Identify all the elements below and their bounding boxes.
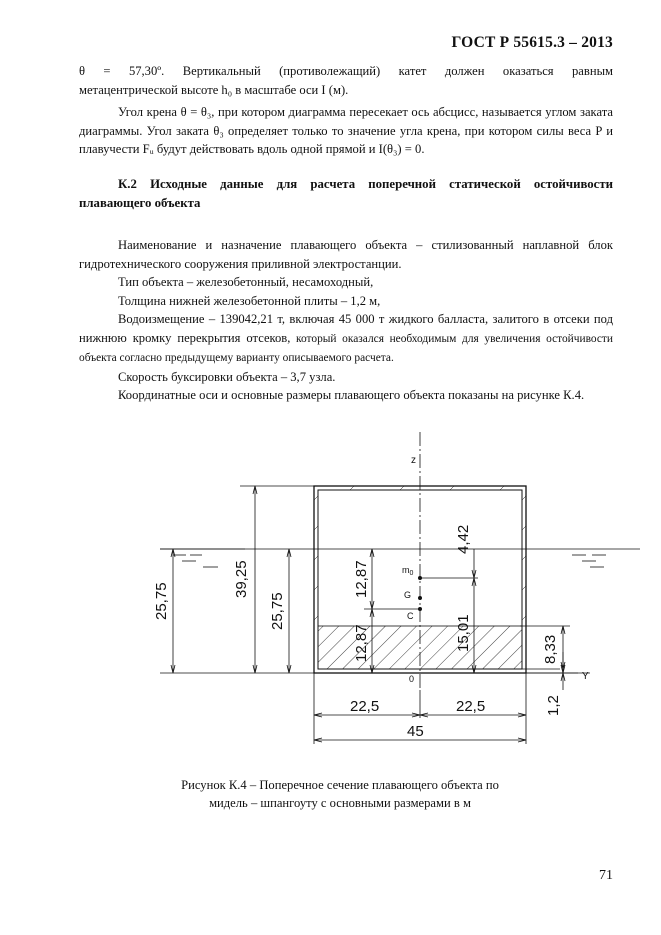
point-c-label: C bbox=[407, 611, 414, 621]
caption-line: мидель – шпангоуту с основными размерами в м bbox=[209, 796, 471, 810]
paragraph-name: Наименование и назначение плавающего объекта – стилизованный наплавной блок гидротехнического сооружения приливной электростанции. bbox=[79, 238, 613, 271]
point-g-marker bbox=[418, 596, 422, 600]
dimension-upper-12-87 bbox=[370, 549, 374, 609]
paragraph-speed: Скорость буксировки объекта – 3,7 узла. bbox=[118, 369, 336, 384]
displacement-text: Водоизмещение – 139042,21 т, включая 45 000 т жидкого балласта, залитого в отсеки под нижнюю кромку перекрытия отсеков, bbox=[79, 312, 613, 345]
dim-half-left-label: 22,5 bbox=[350, 698, 380, 715]
document-header: ГОСТ Р 55615.3 – 2013 bbox=[451, 34, 613, 51]
dim-4-42-label: 4,42 bbox=[455, 524, 472, 554]
water-surface-marks-left bbox=[173, 555, 218, 567]
point-m-label bbox=[402, 565, 414, 577]
paragraph-thickness: Толщина нижней железобетонной плиты – 1,2 м, bbox=[118, 293, 381, 308]
dimension-inner-draft bbox=[287, 549, 291, 673]
dim-lower-12-87-label: 12,87 bbox=[353, 624, 370, 662]
dimension-4-42 bbox=[472, 549, 476, 578]
origin-label: 0 bbox=[409, 674, 415, 684]
paragraph-type: Тип объекта – железобетонный, несамоходный, bbox=[118, 275, 374, 289]
section-heading: К.2 Исходные данные для расчета поперечной статической остойчивости плавающего объекта bbox=[79, 177, 613, 210]
liquid-ballast-area bbox=[318, 626, 522, 669]
paragraph-line: θ = 57,30º. Вертикальный (противолежащий) катет должен оказаться равным bbox=[79, 64, 613, 78]
point-g-label: G bbox=[404, 590, 412, 600]
dim-total-width-label: 45 bbox=[407, 723, 424, 740]
axis-y-label: Y bbox=[582, 671, 589, 682]
point-m-letter: m bbox=[402, 565, 410, 575]
axis-z-label: z bbox=[411, 455, 416, 466]
dim-inner-draft-label: 25,75 bbox=[269, 592, 286, 630]
point-m-subscript: 0 bbox=[409, 570, 414, 577]
dim-8-33-label: 8,33 bbox=[542, 634, 559, 664]
figure-caption bbox=[140, 776, 540, 812]
dimension-total-height bbox=[253, 486, 257, 673]
displacement-note: который оказался необходимым для увеличения остойчивости объекта согласно предыдущему варианту описываемого расчета. bbox=[79, 332, 613, 364]
page-number: 71 bbox=[599, 868, 613, 883]
paragraph-sunset-angle: Угол крена θ = θ₃, при котором диаграмма пересекает ось абсцисс, называется углом заката диаграммы. Угол заката θ₃ определяет только то значение угла крена, при котором силы веса P и плавучести Fᵤ будут действовать вдоль одной прямой и I(θ₃) = 0. bbox=[79, 105, 613, 156]
water-surface-marks-right bbox=[572, 555, 606, 567]
caption-line: Рисунок К.4 – Поперечное сечение плавающего объекта по bbox=[181, 778, 499, 792]
dim-15-01-label: 15,01 bbox=[455, 614, 472, 652]
dimension-draft-left bbox=[171, 549, 175, 673]
paragraph-axes: Координатные оси и основные размеры плавающего объекта показаны на рисунке К.4. bbox=[118, 388, 585, 402]
dim-1-2-label: 1,2 bbox=[545, 695, 562, 716]
dim-upper-12-87-label: 12,87 bbox=[353, 560, 370, 598]
dim-total-height-label: 39,25 bbox=[233, 560, 250, 598]
paragraph-line: метацентрической высоте h₀ в масштабе оси I (м). bbox=[79, 82, 349, 97]
dim-draft-left-label: 25,75 bbox=[153, 582, 170, 620]
dim-half-right-label: 22,5 bbox=[456, 698, 486, 715]
